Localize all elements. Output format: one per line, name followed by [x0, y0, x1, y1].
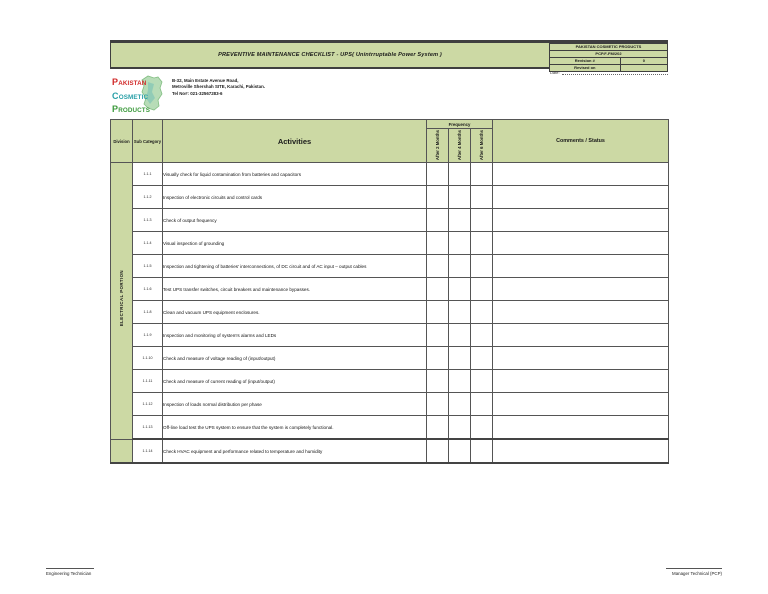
activity-cell: Inspection and tightening of batteries' interconnections, of DC circuit and of AC input – output cables: [163, 255, 427, 278]
frequency-checkbox-cell-after-6-months[interactable]: [471, 163, 493, 186]
comments-cell[interactable]: [493, 301, 669, 324]
col-header-after-4-months: [449, 129, 471, 163]
activity-cell: Inspection and monitoring of system's alarms and LEDs: [163, 324, 427, 347]
col-header-after-2-months-label: After 2 Months: [435, 130, 440, 161]
logo-rest-osmetic: OSMETIC: [118, 93, 149, 101]
logo-cap-p1: P: [112, 77, 119, 87]
table-row: [111, 209, 669, 232]
subcategory-cell: 1.1.10: [133, 347, 163, 370]
revision-value: 0: [642, 58, 645, 63]
comments-cell[interactable]: [493, 232, 669, 255]
frequency-checkbox-cell-after-6-months[interactable]: [471, 255, 493, 278]
col-header-division-label: Division: [113, 138, 130, 144]
address-line-3: Tel No#: 021-32567283-6: [172, 90, 223, 96]
col-header-after-2-months: [427, 129, 449, 163]
doc-number: PCP.F-FM/202: [595, 51, 622, 56]
activity-cell: Inspection of loads normal distribution per phase: [163, 393, 427, 416]
table-row: [111, 163, 669, 186]
frequency-checkbox-cell-after-2-months[interactable]: [427, 209, 449, 232]
activity-cell: Off-line load test the UPS system to ensure that the system is completely functional.: [163, 416, 427, 440]
company-logo-block: [112, 74, 265, 114]
activity-cell: Test UPS transfer switches, circuit breakers and maintenance bypasses.: [163, 278, 427, 301]
comments-cell[interactable]: [493, 278, 669, 301]
signature-block-right: [666, 568, 722, 576]
table-row: [111, 278, 669, 301]
frequency-checkbox-cell-after-2-months[interactable]: [427, 439, 449, 463]
activity-cell: Clean and vacuum UPS equipment enclosures.: [163, 301, 427, 324]
division-cell: [111, 163, 133, 440]
frequency-checkbox-cell-after-4-months[interactable]: [449, 347, 471, 370]
col-header-frequency-group: [427, 120, 493, 129]
activity-cell: Visual inspection of grounding: [163, 232, 427, 255]
revision-label: Revision #: [574, 58, 595, 63]
comments-cell[interactable]: [493, 416, 669, 440]
comments-cell[interactable]: [493, 393, 669, 416]
frequency-checkbox-cell-after-4-months[interactable]: [449, 393, 471, 416]
subcategory-cell: 1.1.2: [133, 186, 163, 209]
table-row: [111, 232, 669, 255]
table-row: [111, 439, 669, 463]
document-meta-block: [549, 43, 668, 72]
logo-rest-roducts: RODUCTS: [118, 107, 151, 114]
frequency-checkbox-cell-after-4-months[interactable]: [449, 370, 471, 393]
col-header-after-6-months-label: After 6 Months: [479, 130, 484, 161]
checklist-table: [110, 119, 669, 464]
revision-value-cell[interactable]: [621, 58, 667, 64]
table-row: [111, 186, 669, 209]
subcategory-cell: 1.1.3: [133, 209, 163, 232]
subcategory-cell: 1.1.12: [133, 393, 163, 416]
frequency-checkbox-cell-after-4-months[interactable]: [449, 163, 471, 186]
col-header-after-4-months-label: After 4 Months: [457, 130, 462, 161]
company-name: PAKISTAN COSMETIC PRODUCTS: [575, 44, 642, 49]
frequency-checkbox-cell-after-6-months[interactable]: [471, 393, 493, 416]
address-line-1: B-32, Main Estate Avenue Road,: [172, 78, 239, 83]
activity-cell: Check and measure of voltage reading of (input/output): [163, 347, 427, 370]
col-header-comments: [493, 120, 669, 163]
comments-cell[interactable]: [493, 255, 669, 278]
revised-on-label: Revised on: [574, 65, 596, 70]
subcategory-cell: 1.1.8: [133, 301, 163, 324]
frequency-checkbox-cell-after-4-months[interactable]: [449, 186, 471, 209]
col-header-after-6-months: [471, 129, 493, 163]
division-label: ELECTRICAL PORTION: [119, 270, 124, 327]
header-row-1: [111, 120, 669, 129]
col-header-subcategory-label: Sub Category: [133, 138, 162, 144]
frequency-checkbox-cell-after-6-months[interactable]: [471, 416, 493, 440]
comments-cell[interactable]: [493, 347, 669, 370]
table-row: [111, 255, 669, 278]
comments-cell[interactable]: [493, 324, 669, 347]
frequency-checkbox-cell-after-2-months[interactable]: [427, 324, 449, 347]
subcategory-cell: 1.1.14: [133, 439, 163, 463]
frequency-checkbox-cell-after-6-months[interactable]: [471, 232, 493, 255]
frequency-checkbox-cell-after-2-months[interactable]: [427, 232, 449, 255]
logo-wordmark: [112, 76, 150, 117]
logo-line-cosmetic: [112, 90, 150, 104]
subcategory-cell: 1.1.4: [133, 232, 163, 255]
doc-number-row: [549, 51, 667, 58]
frequency-checkbox-cell-after-2-months[interactable]: [427, 278, 449, 301]
table-row: [111, 416, 669, 440]
logo-icon: [112, 74, 166, 114]
division-cell: [111, 439, 133, 463]
signature-line-right: [666, 568, 722, 569]
frequency-checkbox-cell-after-4-months[interactable]: [449, 209, 471, 232]
table-row: [111, 324, 669, 347]
comments-cell[interactable]: [493, 163, 669, 186]
date-field[interactable]: [550, 70, 668, 75]
frequency-checkbox-cell-after-6-months[interactable]: [471, 186, 493, 209]
logo-rest-akistan: AKISTAN: [118, 80, 147, 87]
frequency-checkbox-cell-after-4-months[interactable]: [449, 255, 471, 278]
frequency-checkbox-cell-after-6-months[interactable]: [471, 209, 493, 232]
frequency-checkbox-cell-after-6-months[interactable]: [471, 370, 493, 393]
company-address: [172, 74, 265, 97]
activity-cell: Visually check for liquid contamination from batteries and capacitors: [163, 163, 427, 186]
comments-cell[interactable]: [493, 209, 669, 232]
col-header-comments-label: Comments / Status: [556, 138, 605, 145]
address-line-2: Metroville Shershah SITE, Karachi, Pakistan.: [172, 84, 265, 90]
activity-cell: Check of output frequency: [163, 209, 427, 232]
logo-cap-c: C: [112, 90, 119, 101]
table-row: [111, 393, 669, 416]
table-row: [111, 370, 669, 393]
col-header-frequency-label: Frequency: [448, 121, 471, 127]
frequency-checkbox-cell-after-4-months[interactable]: [449, 232, 471, 255]
frequency-checkbox-cell-after-4-months[interactable]: [449, 278, 471, 301]
frequency-checkbox-cell-after-2-months[interactable]: [427, 301, 449, 324]
frequency-checkbox-cell-after-4-months[interactable]: [449, 416, 471, 440]
signature-line-left: [46, 568, 94, 569]
activity-cell: Check HVAC equipment and performance related to temperature and humidity: [163, 439, 427, 463]
comments-cell[interactable]: [493, 370, 669, 393]
table-body: [111, 163, 669, 464]
signature-label-right: Manager Technical (PCP): [672, 571, 722, 576]
revision-label-cell: [549, 58, 621, 64]
frequency-checkbox-cell-after-2-months[interactable]: [427, 393, 449, 416]
revision-row: [549, 58, 667, 65]
frequency-checkbox-cell-after-6-months[interactable]: [471, 278, 493, 301]
logo-line-products: [112, 103, 150, 117]
col-header-activities-label: Activities: [277, 136, 312, 146]
frequency-checkbox-cell-after-6-months[interactable]: [471, 301, 493, 324]
frequency-checkbox-cell-after-6-months[interactable]: [471, 439, 493, 463]
signature-block-left: [46, 568, 94, 576]
frequency-checkbox-cell-after-2-months[interactable]: [427, 255, 449, 278]
subcategory-cell: 1.1.9: [133, 324, 163, 347]
table-row: [111, 347, 669, 370]
comments-cell[interactable]: [493, 186, 669, 209]
activity-cell: Inspection of electronic circuits and control cards: [163, 186, 427, 209]
subcategory-cell: 1.1.6: [133, 278, 163, 301]
comments-cell[interactable]: [493, 439, 669, 463]
frequency-checkbox-cell-after-2-months[interactable]: [427, 370, 449, 393]
date-input-rule[interactable]: [562, 70, 668, 75]
signature-label-left: Engineering Technician: [46, 571, 92, 576]
table-head: [111, 120, 669, 163]
frequency-checkbox-cell-after-2-months[interactable]: [427, 163, 449, 186]
header-row: [110, 43, 668, 72]
col-header-activities: [163, 120, 427, 163]
logo-line-pakistan: [112, 76, 150, 90]
col-header-subcategory: [133, 120, 163, 163]
page-title: PREVENTIVE MAINTENANCE CHECKLIST - UPS( Unintrruptable Power System ): [218, 52, 442, 58]
subcategory-cell: 1.1.11: [133, 370, 163, 393]
table-row: [111, 301, 669, 324]
activity-cell: Check and measure of current reading of (input/output): [163, 370, 427, 393]
logo-cap-p2: P: [112, 104, 119, 114]
frequency-checkbox-cell-after-4-months[interactable]: [449, 301, 471, 324]
checklist-table-wrapper: [110, 119, 668, 464]
col-header-division: [111, 120, 133, 163]
frequency-checkbox-cell-after-2-months[interactable]: [427, 416, 449, 440]
frequency-checkbox-cell-after-4-months[interactable]: [449, 324, 471, 347]
frequency-checkbox-cell-after-6-months[interactable]: [471, 347, 493, 370]
subcategory-cell: 1.1.5: [133, 255, 163, 278]
frequency-checkbox-cell-after-6-months[interactable]: [471, 324, 493, 347]
company-name-row: [549, 43, 667, 51]
document-title-cell: [110, 43, 549, 69]
date-label: Date:: [550, 70, 560, 75]
frequency-checkbox-cell-after-2-months[interactable]: [427, 186, 449, 209]
subcategory-cell: 1.1.1: [133, 163, 163, 186]
frequency-checkbox-cell-after-2-months[interactable]: [427, 347, 449, 370]
subcategory-cell: 1.1.13: [133, 416, 163, 440]
document-header: [110, 40, 668, 72]
frequency-checkbox-cell-after-4-months[interactable]: [449, 439, 471, 463]
